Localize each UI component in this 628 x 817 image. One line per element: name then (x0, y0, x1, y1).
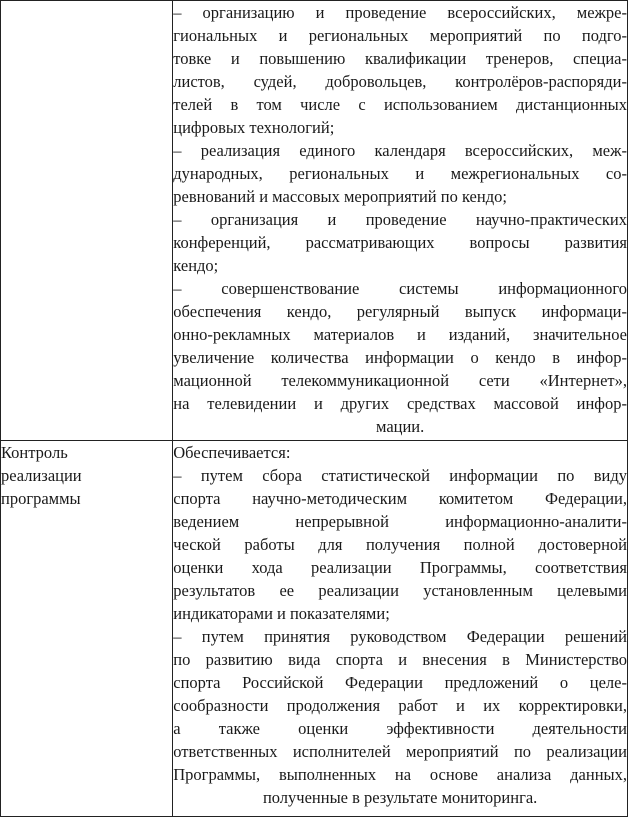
content-line: спорта Российской Федерации предложений о целе- (173, 673, 627, 692)
table-row (1, 441, 628, 817)
row-label-cell (1, 441, 173, 817)
row-label-cell (1, 1, 173, 441)
row-label-line: программы (1, 489, 81, 508)
content-line: полученные в результате мониторинга. (262, 788, 538, 807)
content-line: сообразности продолжения работ и их корректировки, (173, 696, 627, 715)
content-line: результатов ее реализации установленным целевыми (173, 581, 627, 600)
content-line: товке и повышению квалификации тренеров, специа- (173, 49, 627, 68)
row-content-cell (173, 441, 628, 817)
content-line: телей в том числе с использованием дистанционных (173, 95, 627, 114)
content-line: Обеспечивается: (173, 443, 291, 462)
content-line: индикаторами и показателями; (173, 604, 390, 623)
content-line: мации. (375, 417, 425, 436)
content-line: оценки хода реализации Программы, соответствия (173, 558, 627, 577)
content-line: – организацию и проведение всероссийских, межре- (173, 3, 627, 22)
content-line: ческой работы для получения полной достоверной (173, 535, 627, 554)
content-line: гиональных и региональных мероприятий по подго- (173, 26, 627, 45)
content-line: онно-рекламных материалов и изданий, значительное (173, 325, 627, 344)
content-line: Программы, выполненных на основе анализа данных, (173, 765, 627, 784)
content-line: конференций, рассматривающих вопросы развития (173, 233, 627, 252)
content-line: ревнований и массовых мероприятий по кендо; (173, 187, 507, 206)
content-line: – путем сбора статистической информации по виду (173, 466, 627, 485)
content-line: на телевидении и других средствах массовой инфор- (173, 394, 627, 413)
content-line: ведением непрерывной информационно-аналити- (173, 512, 627, 531)
content-line: мационной телекоммуникационной сети «Интернет», (173, 371, 627, 390)
content-line: – путем принятия руководством Федерации решений (173, 627, 627, 646)
content-line: листов, судей, добровольцев, контролёров-распоряди- (173, 72, 627, 91)
row-content-cell (173, 1, 628, 441)
content-line: а также оценки эффективности деятельности (173, 719, 627, 738)
content-line: по развитию вида спорта и внесения в Министерство (173, 650, 627, 669)
row-label-line: Контроль (1, 443, 68, 462)
content-line: увеличение количества информации о кендо в инфор- (173, 348, 627, 367)
content-line: ответственных исполнителей мероприятий по реализации (173, 742, 627, 761)
content-line: обеспечения кендо, регулярный выпуск информаци- (173, 302, 627, 321)
table-row (1, 1, 628, 441)
content-line: дународных, региональных и межрегиональных со- (173, 164, 627, 183)
content-line: кендо; (173, 256, 219, 275)
content-line: – совершенствование системы информационного (173, 279, 627, 298)
content-line: – реализация единого календаря всероссийских, меж- (173, 141, 627, 160)
content-line: цифровых технологий; (173, 118, 335, 137)
content-line: спорта научно-методическим комитетом Федерации, (173, 489, 627, 508)
content-line: – организация и проведение научно-практических (173, 210, 627, 229)
row-label-line: реализации (1, 466, 82, 485)
